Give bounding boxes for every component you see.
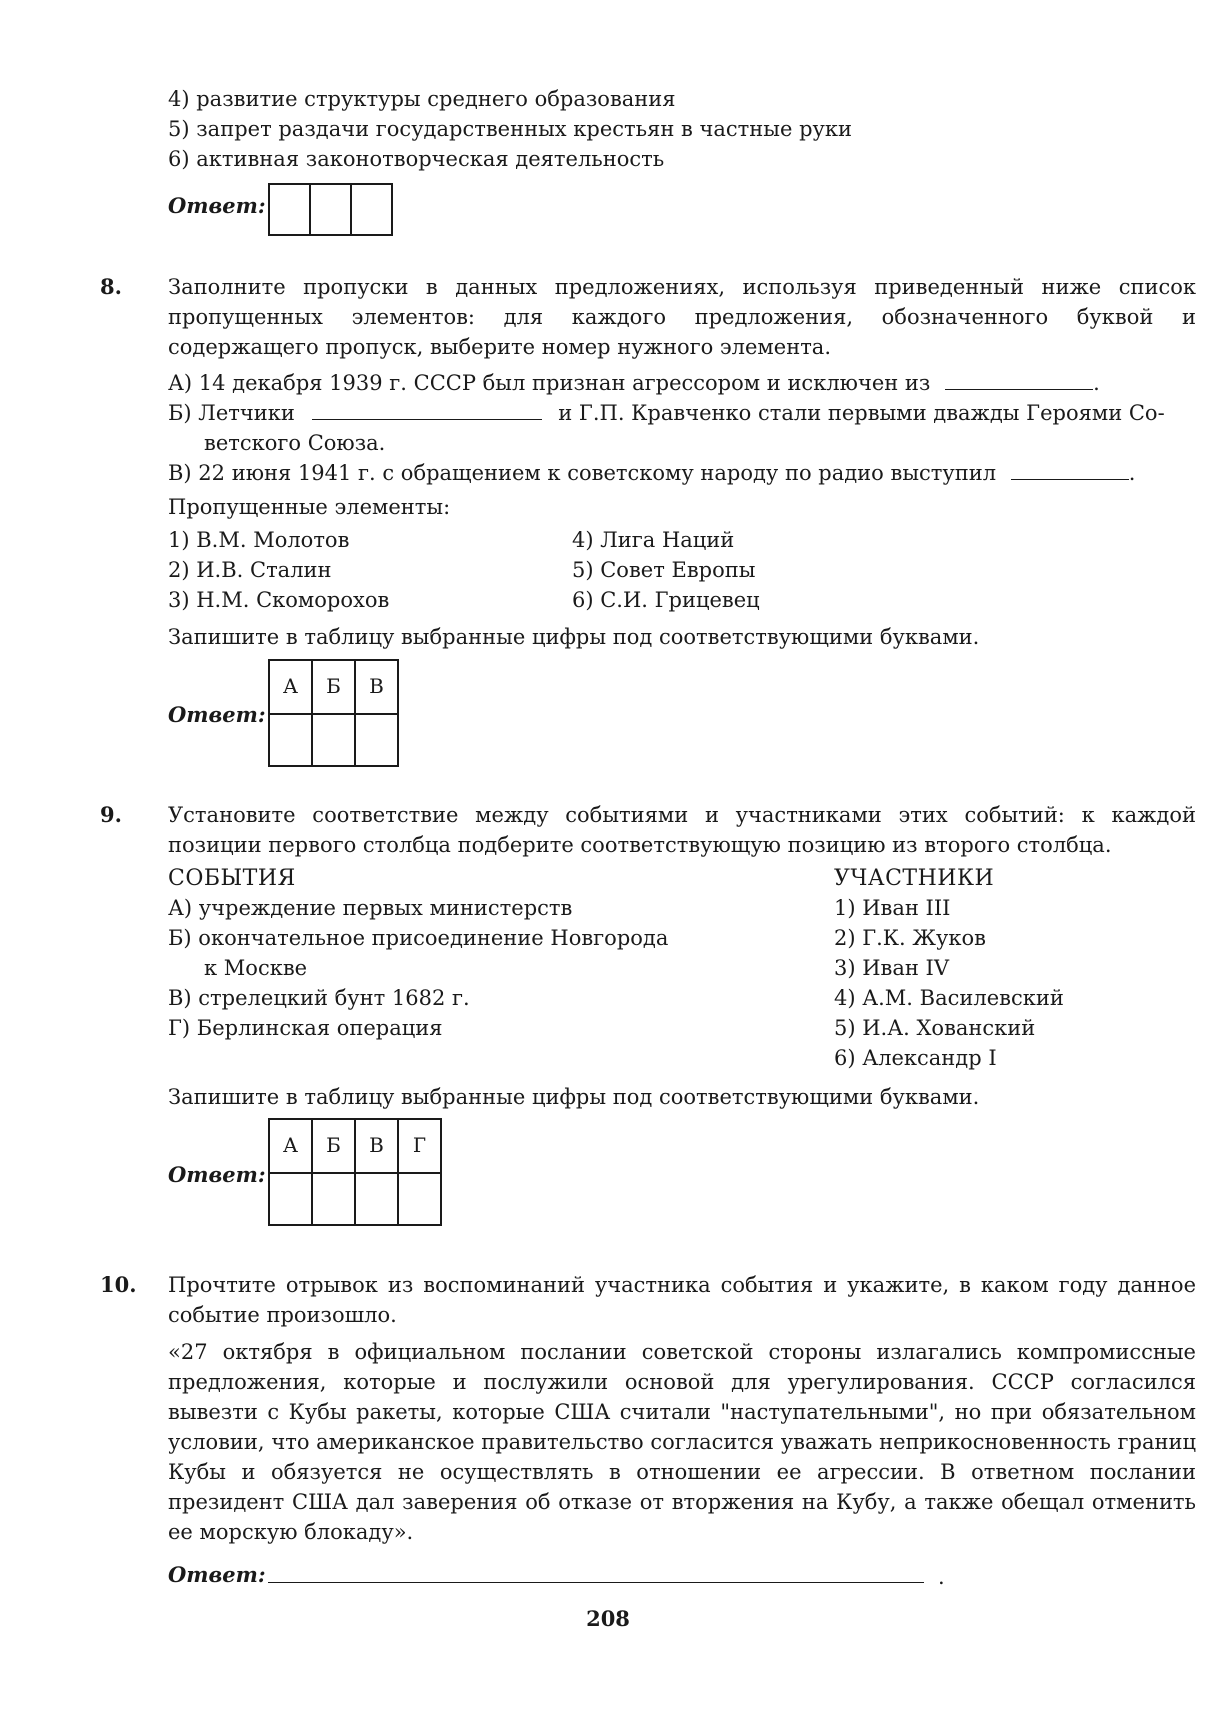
- q8-sentence-c-text: В) 22 июня 1941 г. с обращением к советскому народу по радио выступил: [168, 461, 997, 485]
- q10-answer-label: Ответ:: [168, 1562, 266, 1587]
- q10-answer-period: .: [938, 1565, 945, 1589]
- q9-events-title: СОБЫТИЯ: [168, 866, 296, 891]
- page-number: 208: [586, 1606, 630, 1631]
- q8-element-4: 4) Лига Наций: [572, 528, 735, 552]
- q8-element-6: 6) С.И. Грицевец: [572, 588, 760, 612]
- q10-number: 10.: [100, 1272, 137, 1297]
- q8-answer-cell-b[interactable]: [311, 713, 356, 767]
- q8-answer-label: Ответ:: [168, 702, 266, 727]
- q9-event-a: А) учреждение первых министерств: [168, 896, 573, 920]
- q8-element-5: 5) Совет Европы: [572, 558, 756, 582]
- q9-number: 9.: [100, 802, 122, 827]
- q8-blank-b[interactable]: [312, 399, 542, 420]
- q7-option-5: 5) запрет раздачи государственных крестьян в частные руки: [168, 117, 853, 141]
- q9-instruction: Запишите в таблицу выбранные цифры под соответствующими буквами.: [168, 1085, 980, 1109]
- q10-quote: «27 октября в официальном послании советской стороны излагались компромиссные предложения, которые и послужили основой для урегулирования. СССР согласился вывезти с Кубы ракеты, которые США считали "наступательными", но при обязательном условии, что американское правительство согласится уважать неприкосновенность границ Кубы и обязуется не осуществлять в отношении ее агрессии. В ответном послании президент США дал заверения об отказе от вторжения на Кубу, а также обещал отменить ее морскую блокаду».: [168, 1340, 1196, 1544]
- q9-header-b: Б: [326, 1133, 341, 1157]
- q8-answer-cell-c[interactable]: [354, 713, 399, 767]
- q9-participant-6: 6) Александр I: [834, 1046, 997, 1070]
- q9-event-d: Г) Берлинская операция: [168, 1016, 443, 1040]
- q8-blank-a[interactable]: [945, 369, 1093, 390]
- q9-event-b-cont: к Москве: [204, 956, 308, 980]
- q9-intro: Установите соответствие между событиями и участниками этих событий: к каждой позиции первого столбца подберите соответствующую позицию из второго столбца.: [168, 803, 1196, 857]
- q8-header-b: Б: [326, 674, 341, 698]
- q8-header-c: В: [369, 674, 384, 698]
- q8-sentence-b-cont: ветского Союза.: [204, 431, 386, 455]
- q10-intro: Прочтите отрывок из воспоминаний участника события и укажите, в каком году данное событие произошло.: [168, 1273, 1196, 1327]
- q7-answer-label: Ответ:: [168, 193, 266, 218]
- q8-header-a: А: [282, 674, 299, 698]
- q9-event-b: Б) окончательное присоединение Новгорода: [168, 926, 669, 950]
- q8-element-2: 2) И.В. Сталин: [168, 558, 332, 582]
- q8-element-1: 1) В.М. Молотов: [168, 528, 350, 552]
- q9-participant-4: 4) А.М. Василевский: [834, 986, 1064, 1010]
- q8-number: 8.: [100, 274, 122, 299]
- q9-event-c: В) стрелецкий бунт 1682 г.: [168, 986, 470, 1010]
- q9-answer-cell-a[interactable]: [268, 1172, 313, 1226]
- q8-sentence-b-end: и Г.П. Кравченко стали первыми дважды Героями Со-: [558, 401, 1165, 425]
- q8-element-3: 3) Н.М. Скоморохов: [168, 588, 390, 612]
- q9-answer-cell-b[interactable]: [311, 1172, 356, 1226]
- q9-answer-cell-c[interactable]: [354, 1172, 399, 1226]
- q7-answer-cell-1[interactable]: [268, 183, 311, 236]
- q7-option-6: 6) активная законотворческая деятельность: [168, 147, 665, 171]
- q8-answer-cell-a[interactable]: [268, 713, 313, 767]
- q10-answer-line[interactable]: [268, 1582, 924, 1583]
- q9-header-a: А: [282, 1133, 299, 1157]
- q7-option-4: 4) развитие структуры среднего образования: [168, 87, 676, 111]
- q8-intro: Заполните пропуски в данных предложениях, используя приведенный ниже список пропущенных элементов: для каждого предложения, обозначенного буквой и содержащего пропуск, выберите номер нужного элемента.: [168, 275, 1196, 359]
- q7-answer-cell-2[interactable]: [309, 183, 352, 236]
- q9-participant-1: 1) Иван III: [834, 896, 951, 920]
- q9-participants-title: УЧАСТНИКИ: [834, 866, 995, 891]
- q9-answer-cell-d[interactable]: [397, 1172, 442, 1226]
- q7-answer-cell-3[interactable]: [350, 183, 393, 236]
- q8-instruction: Запишите в таблицу выбранные цифры под соответствующими буквами.: [168, 625, 980, 649]
- q8-sentence-b-start: Б) Летчики: [168, 401, 295, 425]
- q9-participant-5: 5) И.А. Хованский: [834, 1016, 1036, 1040]
- q8-sentence-a-text: А) 14 декабря 1939 г. СССР был признан агрессором и исключен из: [168, 371, 931, 395]
- q8-sentence-a: А) 14 декабря 1939 г. СССР был признан агрессором и исключен из .: [168, 371, 1100, 395]
- q8-sentence-b: [168, 398, 1165, 428]
- q9-participant-2: 2) Г.К. Жуков: [834, 926, 986, 950]
- q9-header-d: Г: [412, 1133, 427, 1157]
- q8-blank-c[interactable]: [1011, 459, 1129, 480]
- q9-header-c: В: [369, 1133, 384, 1157]
- q9-participant-3: 3) Иван IV: [834, 956, 950, 980]
- q9-answer-label: Ответ:: [168, 1162, 266, 1187]
- q8-sentence-c: В) 22 июня 1941 г. с обращением к советскому народу по радио выступил .: [168, 461, 1136, 485]
- q8-elements-title: Пропущенные элементы:: [168, 495, 451, 519]
